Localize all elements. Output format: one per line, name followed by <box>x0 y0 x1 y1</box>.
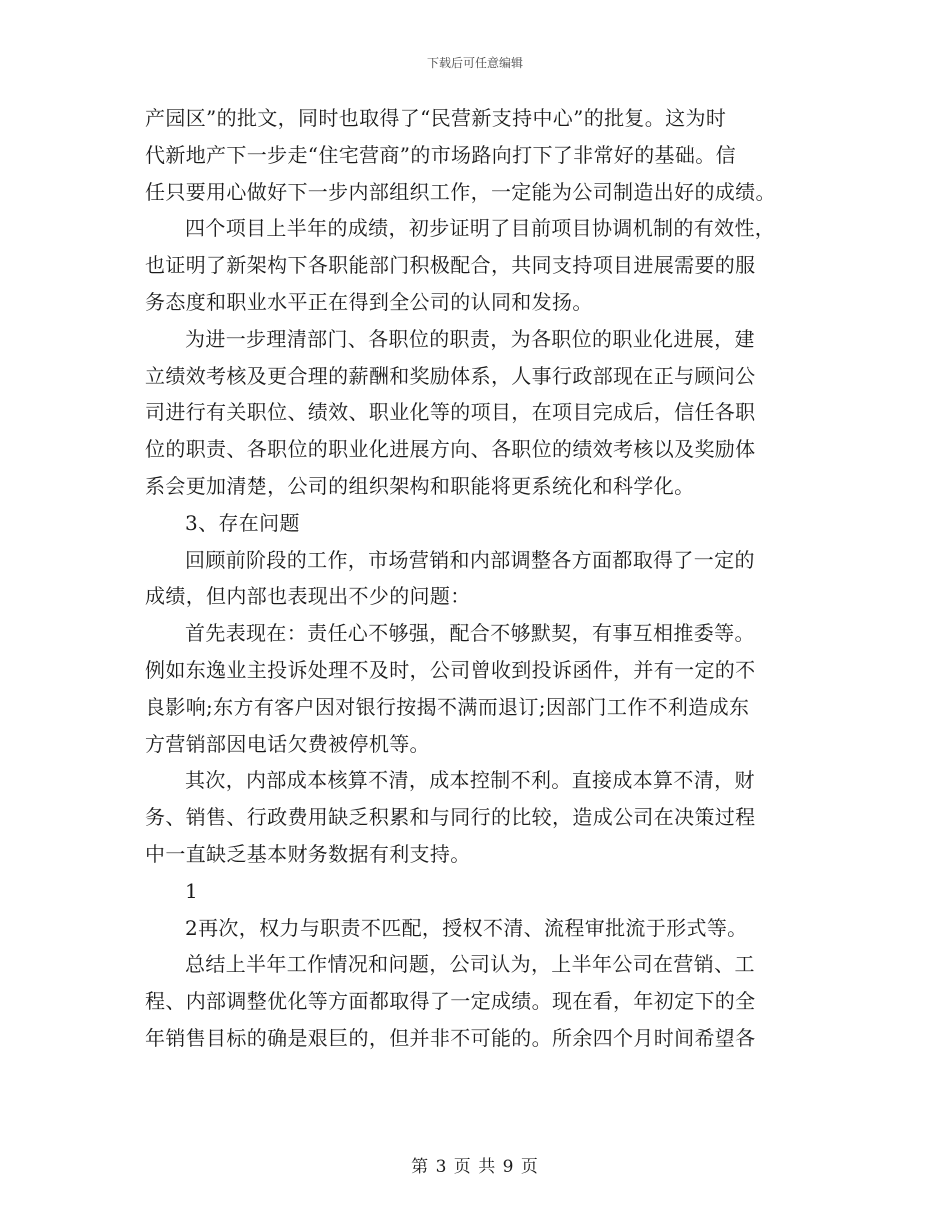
text-line: 产园区”的批文，同时也取得了“民营新支持中心”的批复。这为时 <box>145 106 727 130</box>
text-line: 为进一步理清部门、各职位的职责，为各职位的职业化进展，建 <box>185 326 755 351</box>
text-line: 例如东逸业主投诉处理不及时，公司曾收到投诉函件，并有一定的不 <box>145 657 756 682</box>
text-line: 务态度和职业水平正在得到全公司的认同和发扬。 <box>145 289 593 314</box>
text-line: 成绩，但内部也表现出不少的问题： <box>145 584 471 609</box>
text-line: 任只要用心做好下一步内部组织工作，一定能为公司制造出好的成绩。 <box>145 179 776 204</box>
text-line: 司进行有关职位、绩效、职业化等的项目，在项目完成后，信任各职 <box>145 400 756 425</box>
text-line: 立绩效考核及更合理的薪酬和奖励体系，人事行政部现在正与顾问公 <box>145 363 756 388</box>
text-line: 年销售目标的确是艰巨的，但并非不可能的。所余四个月时间希望各 <box>145 1025 756 1050</box>
text-line: 回顾前阶段的工作，市场营销和内部调整各方面都取得了一定的 <box>185 547 755 572</box>
text-line: 首先表现在：责任心不够强，配合不够默契，有事互相推委等。 <box>185 621 755 646</box>
section-heading: 3、存在问题 <box>185 510 300 535</box>
text-line: 四个项目上半年的成绩，初步证明了目前项目协调机制的有效性， <box>185 216 776 241</box>
text-line: 也证明了新架构下各职能部门积极配合，共同支持项目进展需要的服 <box>145 253 756 278</box>
text-line: 2再次，权力与职责不匹配，授权不清、流程审批流于形式等。 <box>185 915 748 940</box>
text-line: 系会更加清楚，公司的组织架构和职能将更系统化和科学化。 <box>145 473 695 498</box>
text-line: 位的职责、各职位的职业化进展方向、各职位的绩效考核以及奖励体 <box>145 437 756 462</box>
page-header: 下载后可任意编辑 <box>426 56 523 70</box>
text-line: 其次，内部成本核算不清，成本控制不利。直接成本算不清，财 <box>185 768 755 793</box>
text-line: 中一直缺乏基本财务数据有利支持。 <box>145 841 471 866</box>
text-line: 1 <box>185 878 199 903</box>
document-body <box>145 100 815 1057</box>
text-line: 程、内部调整优化等方面都取得了一定成绩。现在看，年初定下的全 <box>145 989 756 1014</box>
text-line: 务、销售、行政费用缺乏积累和与同行的比较，造成公司在决策过程 <box>145 805 756 830</box>
text-line: 代新地产下一步走“住宅营商”的市场路向打下了非常好的基础。信 <box>145 142 736 167</box>
text-line: 方营销部因电话欠费被停机等。 <box>145 731 430 756</box>
text-line: 良影响;东方有客户因对银行按揭不满而退订;因部门工作不利造成东 <box>145 694 750 719</box>
text-line: 总结上半年工作情况和问题，公司认为，上半年公司在营销、工 <box>185 952 755 977</box>
page-footer: 第 3 页 共 9 页 <box>411 1157 539 1177</box>
